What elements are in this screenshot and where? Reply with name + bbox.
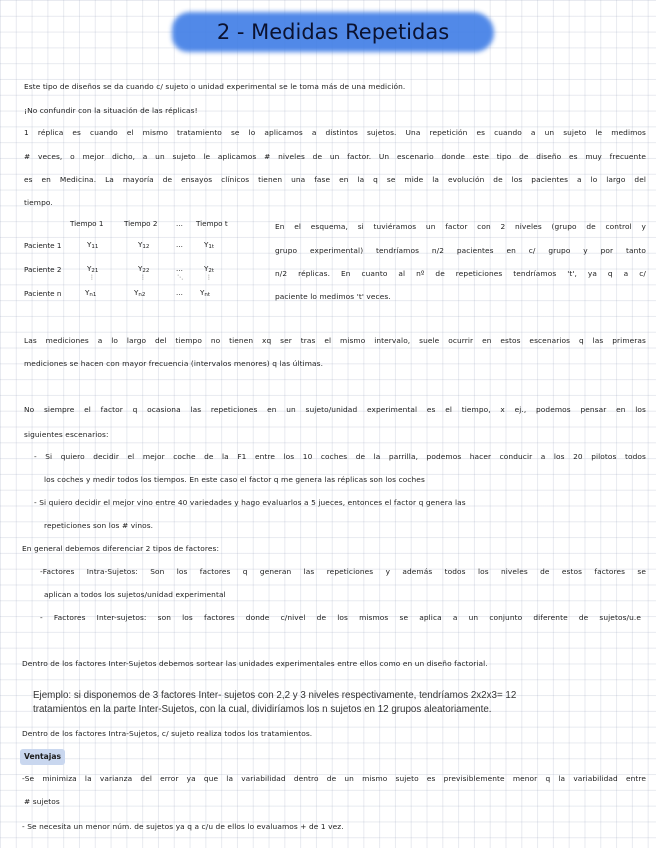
mediciones-line-1: Las mediciones a lo largo del tiempo no tienen xq ser tras el mismo intervalo, suele ocurrir en estos escenarios q las primeras — [24, 336, 646, 345]
table-cell: ... — [176, 288, 183, 297]
scheme-line-4: paciente lo medimos 't' veces. — [275, 292, 391, 301]
table-header-1: Tiempo 1 — [70, 219, 104, 228]
table-cell: Ynt — [200, 288, 211, 298]
intro-paragraph-4: tiempo. — [24, 198, 53, 207]
table-cell: Y11 — [87, 240, 99, 250]
scenario-f1-line-1: - Si quiero decidir el mejor coche de la F1 entre los 10 coches de la parrilla, podemos hacer conducir a los 20 pilotos todos — [34, 452, 646, 461]
ventaja-2-line: - Se necesita un menor núm. de sujetos ya q a c/u de ellos lo evaluamos + de 1 vez. — [22, 822, 344, 831]
table-row-label: Paciente 1 — [24, 241, 62, 250]
scheme-line-3: n/2 réplicas. En cuanto al nº de repeticiones tendríamos 't', ya q a c/ — [275, 269, 646, 278]
factor-line-1: No siempre el factor q ocasiona las repeticiones en un sujeto/unidad experimental es el tiempo, x ej., podemos pensar en los — [24, 405, 646, 414]
scheme-line-2: grupo experimental) tendríamos n/2 pacientes en c/ grupo y por tanto — [275, 246, 646, 255]
table-row-label: Paciente 2 — [24, 265, 62, 274]
vertical-ellipsis: ⋮ — [140, 274, 146, 281]
table-header-2: Tiempo 2 — [124, 219, 158, 228]
page-title: 2 - Medidas Repetidas — [216, 20, 450, 44]
scenario-f1-line-2: los coches y medir todos los tiempos. En este caso el factor q me genera las réplicas son los coches — [44, 475, 425, 484]
scenario-wine-line-2: repeticiones son los # vinos. — [44, 521, 154, 530]
intro-line-1: Este tipo de diseños se da cuando c/ sujeto o unidad experimental se le toma más de una medición. — [24, 82, 406, 91]
diagonal-ellipsis: ⋱ — [177, 274, 183, 281]
table-cell: ... — [176, 240, 183, 249]
scenario-wine-line-1: - Si quiero decidir el mejor vino entre 40 variedades y hago evaluarlos a 5 jueces, entonces el factor q genera las — [34, 498, 466, 507]
example-block — [33, 689, 593, 717]
vertical-ellipsis: ⋮ — [206, 274, 212, 281]
intro-paragraph-3: es en Medicina. La mayoría de ensayos clínicos tienen una fase en la q se mide la evolución de los pacientes a lo largo del — [24, 175, 646, 184]
dentro-intra-line: Dentro de los factores Intra-Sujetos, c/ sujeto realiza todos los tratamientos. — [22, 729, 313, 738]
intro-line-2: ¡No confundir con la situación de las réplicas! — [24, 106, 198, 115]
tipos-heading: En general debemos diferenciar 2 tipos de factores: — [22, 544, 220, 553]
table-cell: Y2t — [204, 264, 215, 274]
intro-paragraph-2: # veces, o mejor dicho, a un sujeto le aplicamos # niveles de un factor. Un escenario donde este tipo de diseño es muy frecuente — [24, 152, 646, 161]
inter-sujetos-line: - Factores Inter-sujetos: son los factores donde c/nivel de los mismos se aplica a un conjunto diferente de sujetos/u.e — [40, 613, 641, 622]
table-row-label: Paciente n — [24, 289, 62, 298]
ventajas-badge: Ventajas — [20, 749, 65, 765]
vertical-ellipsis: ⋮ — [89, 274, 95, 281]
dentro-inter-line: Dentro de los factores Inter-Sujetos debemos sortear las unidades experimentales entre ellos como en un diseño factorial. — [22, 659, 488, 668]
table-cell: Yn1 — [85, 288, 97, 298]
table-header-4: Tiempo t — [196, 219, 228, 228]
example-line-1: Ejemplo: si disponemos de 3 factores Inter- sujetos con 2,2 y 3 niveles respectivamente, tendríamos 2x2x3= 12 — [33, 690, 517, 701]
table-header-3: ... — [176, 219, 183, 228]
title-block — [172, 10, 494, 54]
table-cell: Yn2 — [134, 288, 146, 298]
intro-paragraph-1: 1 réplica es cuando el mismo tratamiento se lo aplicamos a distintos sujetos. Una repetición es cuando a un sujeto le medimos — [24, 128, 646, 137]
table-cell: Y12 — [138, 240, 150, 250]
intra-sujetos-line-1: -Factores Intra-Sujetos: Son los factores q generan las repeticiones y además todos los niveles de estos factores se — [40, 567, 646, 576]
factor-line-2: siguientes escenarios: — [24, 430, 109, 439]
table-cell: ... — [176, 264, 183, 273]
table-cell: Y22 — [138, 264, 150, 274]
mediciones-line-2: mediciones se hacen con mayor frecuencia (intervalos menores) q las últimas. — [24, 359, 324, 368]
example-line-2: tratamientos en la parte Inter-Sujetos, con la cual, dividiríamos los n sujetos en 12 grupos aleatoriamente. — [33, 704, 492, 715]
ventaja-1-line-1: -Se minimiza la varianza del error ya que la variabilidad dentro de un mismo sujeto es previsiblemente menor q la variabilidad entre — [22, 774, 646, 783]
intra-sujetos-line-2: aplican a todos los sujetos/unidad experimental — [44, 590, 226, 599]
ventaja-1-line-2: # sujetos — [24, 797, 60, 806]
scheme-line-1: En el esquema, si tuviéramos un factor con 2 niveles (grupo de control y — [275, 222, 646, 231]
table-cell: Y21 — [87, 264, 99, 274]
table-cell: Y1t — [204, 240, 215, 250]
